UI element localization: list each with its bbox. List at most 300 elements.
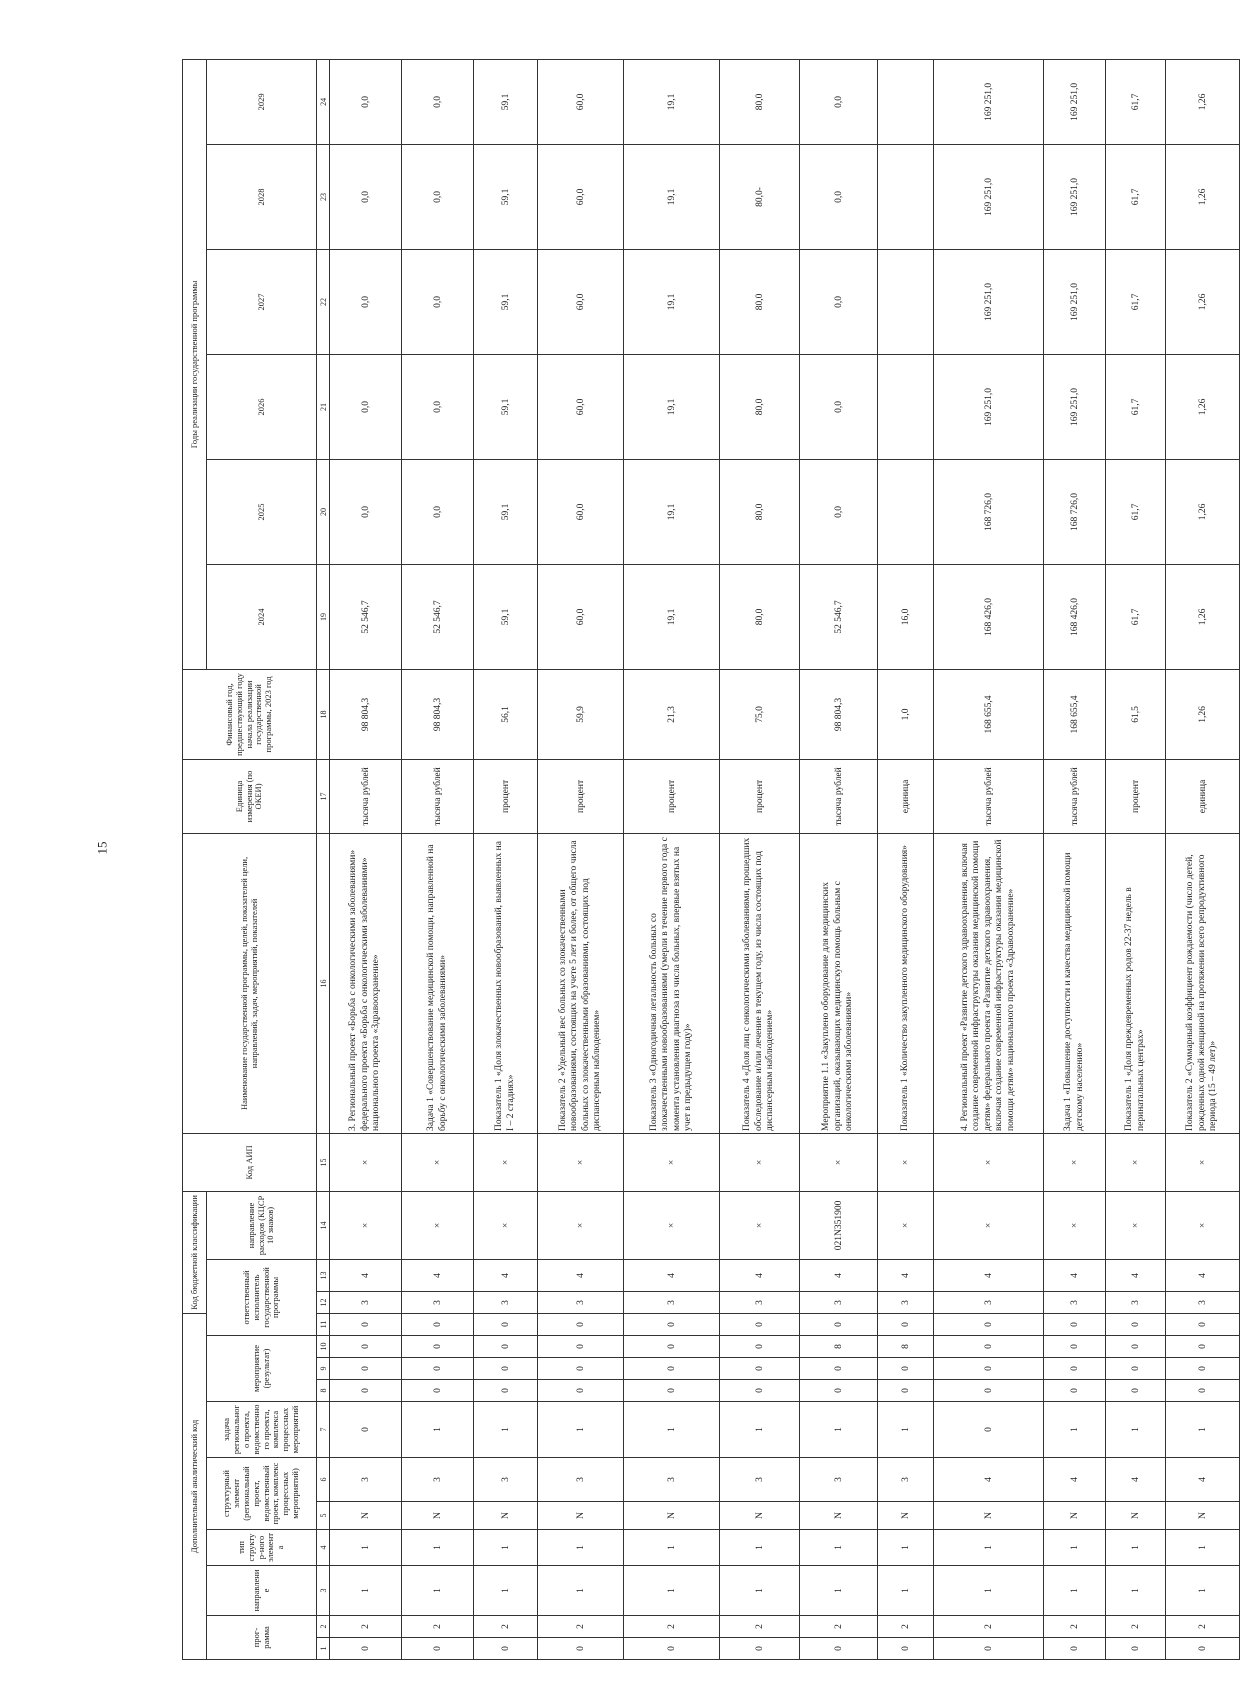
- direction-header: направление: [207, 1566, 317, 1616]
- row-cell-c10: 0: [402, 1336, 474, 1358]
- row-cell-y2028: 1,26: [1166, 144, 1240, 249]
- structural-element-header: структурный элемент (региональный проект, ведомственный проект, комплекс процессных мероприятий): [207, 1458, 317, 1530]
- row-cell-c12: 3: [878, 1291, 934, 1313]
- row-cell-c1: 0: [624, 1638, 720, 1660]
- row-cell-c15: ×: [402, 1133, 474, 1191]
- row-cell-c12: 3: [1044, 1291, 1106, 1313]
- row-cell-y2025: 19,1: [624, 459, 720, 564]
- row-cell-c12: 3: [800, 1291, 878, 1313]
- row-name-cell: Задача 1 «Совершенствование медицинской помощи, направленной на борьбу с онкологическими заболеваниями»: [402, 833, 474, 1133]
- row-cell-c5: N: [1166, 1502, 1240, 1530]
- row-cell-y2026: 60,0: [538, 354, 624, 459]
- table-row: [538, 59, 624, 1659]
- row-cell-y2024: 168 426,0: [934, 564, 1044, 669]
- row-cell-c13: 4: [1106, 1259, 1166, 1291]
- row-cell-c4: 1: [1106, 1530, 1166, 1566]
- row-cell-y2029: 80,0: [720, 59, 800, 144]
- row-cell-y2027: 0,0: [402, 249, 474, 354]
- row-cell-y2026: 1,26: [1166, 354, 1240, 459]
- row-cell-c11: 0: [1166, 1313, 1240, 1335]
- row-cell-c12: 3: [624, 1291, 720, 1313]
- unit-header: Единица измерения (по ОКЕИ): [183, 759, 317, 833]
- row-cell-c10: 0: [330, 1336, 402, 1358]
- row-cell-y2026: 59,1: [474, 354, 538, 459]
- row-cell-c1: 0: [934, 1638, 1044, 1660]
- row-cell-base: 21,3: [624, 669, 720, 759]
- row-cell-c5: N: [878, 1502, 934, 1530]
- row-cell-y2026: 19,1: [624, 354, 720, 459]
- row-cell-c3: 1: [800, 1566, 878, 1616]
- row-cell-c12: 3: [538, 1291, 624, 1313]
- row-cell-y2024: 52 546,7: [402, 564, 474, 669]
- row-cell-c12: 3: [330, 1291, 402, 1313]
- row-name-cell: Задача 1 «Повышение доступности и качества медицинской помощи детскому населению»: [1044, 833, 1106, 1133]
- row-cell-y2027: 61,7: [1106, 249, 1166, 354]
- col-number: 5: [317, 1502, 330, 1530]
- row-cell-c3: 1: [934, 1566, 1044, 1616]
- element-type-header: тип структур-ного элемента: [207, 1530, 317, 1566]
- row-cell-c5: N: [330, 1502, 402, 1530]
- row-cell-c9: 0: [330, 1358, 402, 1380]
- row-cell-c3: 1: [1106, 1566, 1166, 1616]
- row-cell-c11: 0: [538, 1313, 624, 1335]
- row-cell-c6: 3: [720, 1458, 800, 1502]
- row-cell-c7: 1: [1106, 1402, 1166, 1458]
- row-cell-c14: ×: [474, 1191, 538, 1259]
- row-cell-y2027: [878, 249, 934, 354]
- row-cell-c6: 4: [934, 1458, 1044, 1502]
- table-row: [330, 59, 402, 1659]
- row-cell-unit: процент: [720, 759, 800, 833]
- row-cell-c8: 0: [934, 1380, 1044, 1402]
- row-cell-c4: 1: [402, 1530, 474, 1566]
- row-name-cell: 3. Региональный проект «Борьба с онкологическими заболеваниями» федерального проекта «Борьба с онкологическими заболеваниями» национального проекта «Здравоохранение»: [330, 833, 402, 1133]
- row-cell-c4: 1: [330, 1530, 402, 1566]
- expense-direction-header: направление расходов (КЦСР 10 знаков): [207, 1191, 317, 1259]
- row-cell-c15: ×: [624, 1133, 720, 1191]
- col-number: 14: [317, 1191, 330, 1259]
- row-cell-c2: 2: [878, 1616, 934, 1638]
- row-cell-unit: процент: [624, 759, 720, 833]
- row-cell-c14: 021N351900: [800, 1191, 878, 1259]
- row-cell-c13: 4: [720, 1259, 800, 1291]
- row-name-cell: Показатель 4 «Доля лиц с онкологическими заболеваниями, прошедших обследование и/или лечение в текущем году, из числа состоящих под диспансерным наблюдением»: [720, 833, 800, 1133]
- row-cell-base: 61,5: [1106, 669, 1166, 759]
- row-cell-c9: 0: [538, 1358, 624, 1380]
- row-cell-c7: 1: [800, 1402, 878, 1458]
- col-number: 11: [317, 1313, 330, 1335]
- row-cell-base: 168 655,4: [1044, 669, 1106, 759]
- row-cell-c14: ×: [934, 1191, 1044, 1259]
- row-cell-c1: 0: [402, 1638, 474, 1660]
- row-cell-base: 59,9: [538, 669, 624, 759]
- row-cell-y2029: 61,7: [1106, 59, 1166, 144]
- row-cell-c3: 1: [1044, 1566, 1106, 1616]
- row-cell-c9: 0: [720, 1358, 800, 1380]
- row-cell-c2: 2: [720, 1616, 800, 1638]
- row-cell-c15: ×: [720, 1133, 800, 1191]
- col-number: 2: [317, 1616, 330, 1638]
- row-cell-c11: 0: [624, 1313, 720, 1335]
- year-2027-header: 2027: [207, 249, 317, 354]
- row-cell-c4: 1: [934, 1530, 1044, 1566]
- row-cell-base: 75,0: [720, 669, 800, 759]
- col-number: 4: [317, 1530, 330, 1566]
- row-cell-c6: 3: [330, 1458, 402, 1502]
- row-cell-y2028: 0,0: [402, 144, 474, 249]
- row-cell-c6: 3: [402, 1458, 474, 1502]
- row-cell-c8: 0: [330, 1380, 402, 1402]
- row-cell-c15: ×: [878, 1133, 934, 1191]
- col-number: 7: [317, 1402, 330, 1458]
- row-cell-y2025: 168 726,0: [934, 459, 1044, 564]
- col-number: 20: [317, 459, 330, 564]
- row-cell-c13: 4: [934, 1259, 1044, 1291]
- row-cell-y2026: 80,0: [720, 354, 800, 459]
- col-number: 13: [317, 1259, 330, 1291]
- row-cell-c2: 2: [474, 1616, 538, 1638]
- row-cell-c2: 2: [330, 1616, 402, 1638]
- row-cell-c10: 0: [934, 1336, 1044, 1358]
- row-cell-c15: ×: [538, 1133, 624, 1191]
- table-header: [183, 59, 317, 1659]
- year-2025-header: 2025: [207, 459, 317, 564]
- row-cell-y2027: 80,0: [720, 249, 800, 354]
- row-cell-y2028: 0,0: [330, 144, 402, 249]
- row-cell-y2024: 52 546,7: [330, 564, 402, 669]
- row-cell-c2: 2: [538, 1616, 624, 1638]
- row-cell-c12: 3: [1166, 1291, 1240, 1313]
- row-cell-c1: 0: [1106, 1638, 1166, 1660]
- row-cell-c5: N: [720, 1502, 800, 1530]
- row-name-cell: Мероприятие 1.1 «Закуплено оборудование для медицинских организаций, оказывающих медицинскую помощь больным с онкологическими заболеваниями»: [800, 833, 878, 1133]
- col-number: 15: [317, 1133, 330, 1191]
- row-cell-c15: ×: [330, 1133, 402, 1191]
- col-number: 24: [317, 59, 330, 144]
- row-cell-c12: 3: [934, 1291, 1044, 1313]
- row-cell-c3: 1: [474, 1566, 538, 1616]
- row-cell-y2029: 19,1: [624, 59, 720, 144]
- row-cell-y2026: 0,0: [402, 354, 474, 459]
- row-cell-c5: N: [538, 1502, 624, 1530]
- row-cell-y2024: 52 546,7: [800, 564, 878, 669]
- row-cell-y2028: 59,1: [474, 144, 538, 249]
- row-cell-c4: 1: [474, 1530, 538, 1566]
- row-cell-c15: ×: [1044, 1133, 1106, 1191]
- row-cell-y2028: 169 251,0: [934, 144, 1044, 249]
- row-cell-y2026: [878, 354, 934, 459]
- row-cell-c6: 3: [624, 1458, 720, 1502]
- row-cell-c3: 1: [1166, 1566, 1240, 1616]
- event-header: мероприятие (результат): [207, 1336, 317, 1402]
- row-cell-y2024: 60,0: [538, 564, 624, 669]
- row-cell-c7: 1: [1044, 1402, 1106, 1458]
- row-cell-c14: ×: [330, 1191, 402, 1259]
- row-name-cell: 4. Региональный проект «Развитие детского здравоохранения, включая создание современной инфраструктуры оказания медицинской помощи детям» федерального проекта «Развитие детского здравоохранения, включая создание современной инфраструктуры оказания медицинской помощи детям» национального проекта «Здравоохранение»: [934, 833, 1044, 1133]
- row-cell-c5: N: [934, 1502, 1044, 1530]
- row-name-cell: Показатель 1 «Доля преждевременных родов 22-37 недель в перинатальных центрах»: [1106, 833, 1166, 1133]
- row-cell-c13: 4: [1166, 1259, 1240, 1291]
- row-cell-y2025: 61,7: [1106, 459, 1166, 564]
- row-cell-c5: N: [402, 1502, 474, 1530]
- row-cell-y2027: 0,0: [800, 249, 878, 354]
- row-cell-unit: тысяча рублей: [800, 759, 878, 833]
- row-cell-c11: 0: [1106, 1313, 1166, 1335]
- row-cell-c9: 0: [800, 1358, 878, 1380]
- row-cell-c9: 0: [878, 1358, 934, 1380]
- col-number: 16: [317, 833, 330, 1133]
- row-cell-c2: 2: [1166, 1616, 1240, 1638]
- row-cell-c2: 2: [1106, 1616, 1166, 1638]
- row-cell-base: 56,1: [474, 669, 538, 759]
- row-cell-c5: N: [1044, 1502, 1106, 1530]
- task-header: задача регионального проекта, ведомственного проекта, комплекса процессных мероприятий: [207, 1402, 317, 1458]
- row-cell-c4: 1: [720, 1530, 800, 1566]
- row-cell-y2024: 19,1: [624, 564, 720, 669]
- row-cell-unit: единица: [878, 759, 934, 833]
- table-row: [720, 59, 800, 1659]
- row-cell-c1: 0: [330, 1638, 402, 1660]
- row-cell-c12: 3: [474, 1291, 538, 1313]
- year-2029-header: 2029: [207, 59, 317, 144]
- row-cell-c7: 0: [330, 1402, 402, 1458]
- row-cell-c13: 4: [474, 1259, 538, 1291]
- executor-header-visible: ответственный исполнитель государственной программы: [207, 1259, 317, 1335]
- row-cell-y2025: 59,1: [474, 459, 538, 564]
- row-cell-y2026: 0,0: [330, 354, 402, 459]
- row-cell-c14: ×: [538, 1191, 624, 1259]
- row-cell-c13: 4: [800, 1259, 878, 1291]
- col-number: 9: [317, 1358, 330, 1380]
- year-2028-header: 2028: [207, 144, 317, 249]
- row-cell-unit: тысяча рублей: [1044, 759, 1106, 833]
- years-header: Годы реализации государственной программы: [183, 59, 207, 669]
- row-cell-y2028: [878, 144, 934, 249]
- col-number: 1: [317, 1638, 330, 1660]
- program-header: прог- рамма: [207, 1616, 317, 1660]
- row-cell-unit: тысяча рублей: [934, 759, 1044, 833]
- row-cell-c9: 0: [624, 1358, 720, 1380]
- budget-code-header: Код бюджетной классификации: [183, 1191, 207, 1313]
- row-cell-y2029: 0,0: [402, 59, 474, 144]
- row-cell-c6: 3: [800, 1458, 878, 1502]
- row-cell-c6: 3: [538, 1458, 624, 1502]
- row-cell-base: 98 804,3: [330, 669, 402, 759]
- row-cell-c13: 4: [538, 1259, 624, 1291]
- row-cell-c14: ×: [1044, 1191, 1106, 1259]
- column-number-row: [317, 59, 330, 1659]
- row-cell-c4: 1: [1166, 1530, 1240, 1566]
- row-cell-c7: 1: [538, 1402, 624, 1458]
- row-cell-y2028: 61,7: [1106, 144, 1166, 249]
- row-cell-y2027: 59,1: [474, 249, 538, 354]
- row-cell-y2025: 1,26: [1166, 459, 1240, 564]
- table-row: [624, 59, 720, 1659]
- row-cell-c11: 0: [934, 1313, 1044, 1335]
- row-cell-c6: 3: [474, 1458, 538, 1502]
- row-name-cell: Показатель 2 «Суммарный коэффициент рождаемости (число детей, рожденных одной женщиной на протяжении всего репродуктивного периода (15 – 49 лет)»: [1166, 833, 1240, 1133]
- row-cell-c6: 4: [1166, 1458, 1240, 1502]
- row-cell-c10: 0: [720, 1336, 800, 1358]
- row-cell-c11: 0: [402, 1313, 474, 1335]
- row-cell-y2024: 16,0: [878, 564, 934, 669]
- page-number: 15: [94, 841, 110, 855]
- row-cell-y2029: 169 251,0: [934, 59, 1044, 144]
- row-cell-y2024: 61,7: [1106, 564, 1166, 669]
- row-cell-y2027: 169 251,0: [1044, 249, 1106, 354]
- row-cell-c3: 1: [402, 1566, 474, 1616]
- row-cell-c10: 0: [474, 1336, 538, 1358]
- row-cell-y2029: 1,26: [1166, 59, 1240, 144]
- base-year-header: Финансовый год, предшествующий году начала реализации государственной программы, 2023 год: [183, 669, 317, 759]
- row-cell-c4: 1: [800, 1530, 878, 1566]
- rotated-table-container: [182, 60, 1219, 1660]
- program-table: [182, 59, 1240, 1660]
- row-name-cell: Показатель 1 «Доля злокачественных новообразований, выявленных на I – 2 стадиях»: [474, 833, 538, 1133]
- row-cell-y2025: 0,0: [402, 459, 474, 564]
- row-cell-c6: 3: [878, 1458, 934, 1502]
- row-cell-c13: 4: [878, 1259, 934, 1291]
- col-number: 17: [317, 759, 330, 833]
- row-cell-c7: 1: [624, 1402, 720, 1458]
- row-cell-c1: 0: [720, 1638, 800, 1660]
- row-cell-y2028: 60,0: [538, 144, 624, 249]
- row-cell-c7: 1: [474, 1402, 538, 1458]
- col-number: 21: [317, 354, 330, 459]
- row-cell-c4: 1: [1044, 1530, 1106, 1566]
- row-cell-c2: 2: [800, 1616, 878, 1638]
- col-number: 8: [317, 1380, 330, 1402]
- row-cell-base: 168 655,4: [934, 669, 1044, 759]
- row-cell-c10: 0: [624, 1336, 720, 1358]
- row-cell-c1: 0: [1044, 1638, 1106, 1660]
- row-cell-c8: 0: [1044, 1380, 1106, 1402]
- row-cell-c11: 0: [800, 1313, 878, 1335]
- row-cell-y2028: 169 251,0: [1044, 144, 1106, 249]
- row-cell-c13: 4: [330, 1259, 402, 1291]
- row-cell-unit: процент: [474, 759, 538, 833]
- table-row: [934, 59, 1044, 1659]
- row-cell-c5: N: [800, 1502, 878, 1530]
- table-row: [878, 59, 934, 1659]
- row-cell-c10: 8: [878, 1336, 934, 1358]
- row-cell-c14: ×: [624, 1191, 720, 1259]
- col-number: 18: [317, 669, 330, 759]
- col-number: 6: [317, 1458, 330, 1502]
- row-cell-c8: 0: [474, 1380, 538, 1402]
- row-cell-c8: 0: [538, 1380, 624, 1402]
- row-cell-c8: 0: [1106, 1380, 1166, 1402]
- col-number: 19: [317, 564, 330, 669]
- row-cell-c7: 1: [1166, 1402, 1240, 1458]
- row-cell-c14: ×: [1106, 1191, 1166, 1259]
- row-cell-y2028: 0,0: [800, 144, 878, 249]
- row-cell-c5: N: [1106, 1502, 1166, 1530]
- row-cell-c8: 0: [624, 1380, 720, 1402]
- row-cell-y2027: 19,1: [624, 249, 720, 354]
- row-cell-y2029: 0,0: [800, 59, 878, 144]
- row-cell-y2026: 169 251,0: [1044, 354, 1106, 459]
- col-number: 10: [317, 1336, 330, 1358]
- row-cell-y2025: 60,0: [538, 459, 624, 564]
- row-cell-unit: единица: [1166, 759, 1240, 833]
- row-cell-c8: 0: [800, 1380, 878, 1402]
- row-cell-c2: 2: [1044, 1616, 1106, 1638]
- name-header: Наименование государственной программы, целей, показателей цели, направлений, задач, мероприятий, показателей: [183, 833, 317, 1133]
- row-cell-c3: 1: [538, 1566, 624, 1616]
- row-cell-c11: 0: [330, 1313, 402, 1335]
- additional-code-header: Дополнительный аналитический код: [183, 1313, 207, 1659]
- row-cell-y2024: 168 426,0: [1044, 564, 1106, 669]
- row-cell-c1: 0: [878, 1638, 934, 1660]
- row-cell-c6: 4: [1106, 1458, 1166, 1502]
- row-cell-c13: 4: [1044, 1259, 1106, 1291]
- table-row: [1166, 59, 1240, 1659]
- row-cell-c8: 0: [720, 1380, 800, 1402]
- row-cell-y2024: 80,0: [720, 564, 800, 669]
- row-cell-y2029: 59,1: [474, 59, 538, 144]
- row-cell-c9: 0: [402, 1358, 474, 1380]
- row-cell-c4: 1: [624, 1530, 720, 1566]
- table-body: [317, 59, 1240, 1659]
- table-row: [800, 59, 878, 1659]
- row-cell-y2025: [878, 459, 934, 564]
- row-cell-base: 98 804,3: [800, 669, 878, 759]
- row-cell-c2: 2: [402, 1616, 474, 1638]
- row-cell-base: 98 804,3: [402, 669, 474, 759]
- row-cell-c10: 0: [1106, 1336, 1166, 1358]
- row-cell-c15: ×: [474, 1133, 538, 1191]
- col-number: 12: [317, 1291, 330, 1313]
- row-cell-y2024: 1,26: [1166, 564, 1240, 669]
- row-cell-y2026: 169 251,0: [934, 354, 1044, 459]
- row-cell-c3: 1: [330, 1566, 402, 1616]
- row-cell-y2027: 0,0: [330, 249, 402, 354]
- row-cell-y2029: 0,0: [330, 59, 402, 144]
- row-cell-c9: 0: [934, 1358, 1044, 1380]
- row-cell-y2027: 169 251,0: [934, 249, 1044, 354]
- row-cell-base: 1,26: [1166, 669, 1240, 759]
- row-cell-c11: 0: [878, 1313, 934, 1335]
- col-number: 23: [317, 144, 330, 249]
- row-cell-c15: ×: [1166, 1133, 1240, 1191]
- row-cell-c5: N: [624, 1502, 720, 1530]
- table-row: [1044, 59, 1106, 1659]
- row-cell-c6: 4: [1044, 1458, 1106, 1502]
- row-cell-unit: тысяча рублей: [330, 759, 402, 833]
- row-cell-y2025: 80,0: [720, 459, 800, 564]
- row-cell-y2025: 0,0: [800, 459, 878, 564]
- row-cell-y2029: [878, 59, 934, 144]
- row-cell-c7: 1: [402, 1402, 474, 1458]
- row-cell-c9: 0: [1166, 1358, 1240, 1380]
- row-cell-c1: 0: [474, 1638, 538, 1660]
- row-cell-c5: N: [474, 1502, 538, 1530]
- row-cell-c14: ×: [402, 1191, 474, 1259]
- table-row: [474, 59, 538, 1659]
- row-cell-c3: 1: [720, 1566, 800, 1616]
- row-cell-c10: 0: [538, 1336, 624, 1358]
- row-cell-y2029: 60,0: [538, 59, 624, 144]
- table-row: [402, 59, 474, 1659]
- row-cell-c7: 1: [720, 1402, 800, 1458]
- row-cell-c7: 1: [878, 1402, 934, 1458]
- row-cell-y2024: 59,1: [474, 564, 538, 669]
- row-cell-c8: 0: [878, 1380, 934, 1402]
- row-cell-c15: ×: [1106, 1133, 1166, 1191]
- row-cell-c9: 0: [1106, 1358, 1166, 1380]
- row-cell-c4: 1: [538, 1530, 624, 1566]
